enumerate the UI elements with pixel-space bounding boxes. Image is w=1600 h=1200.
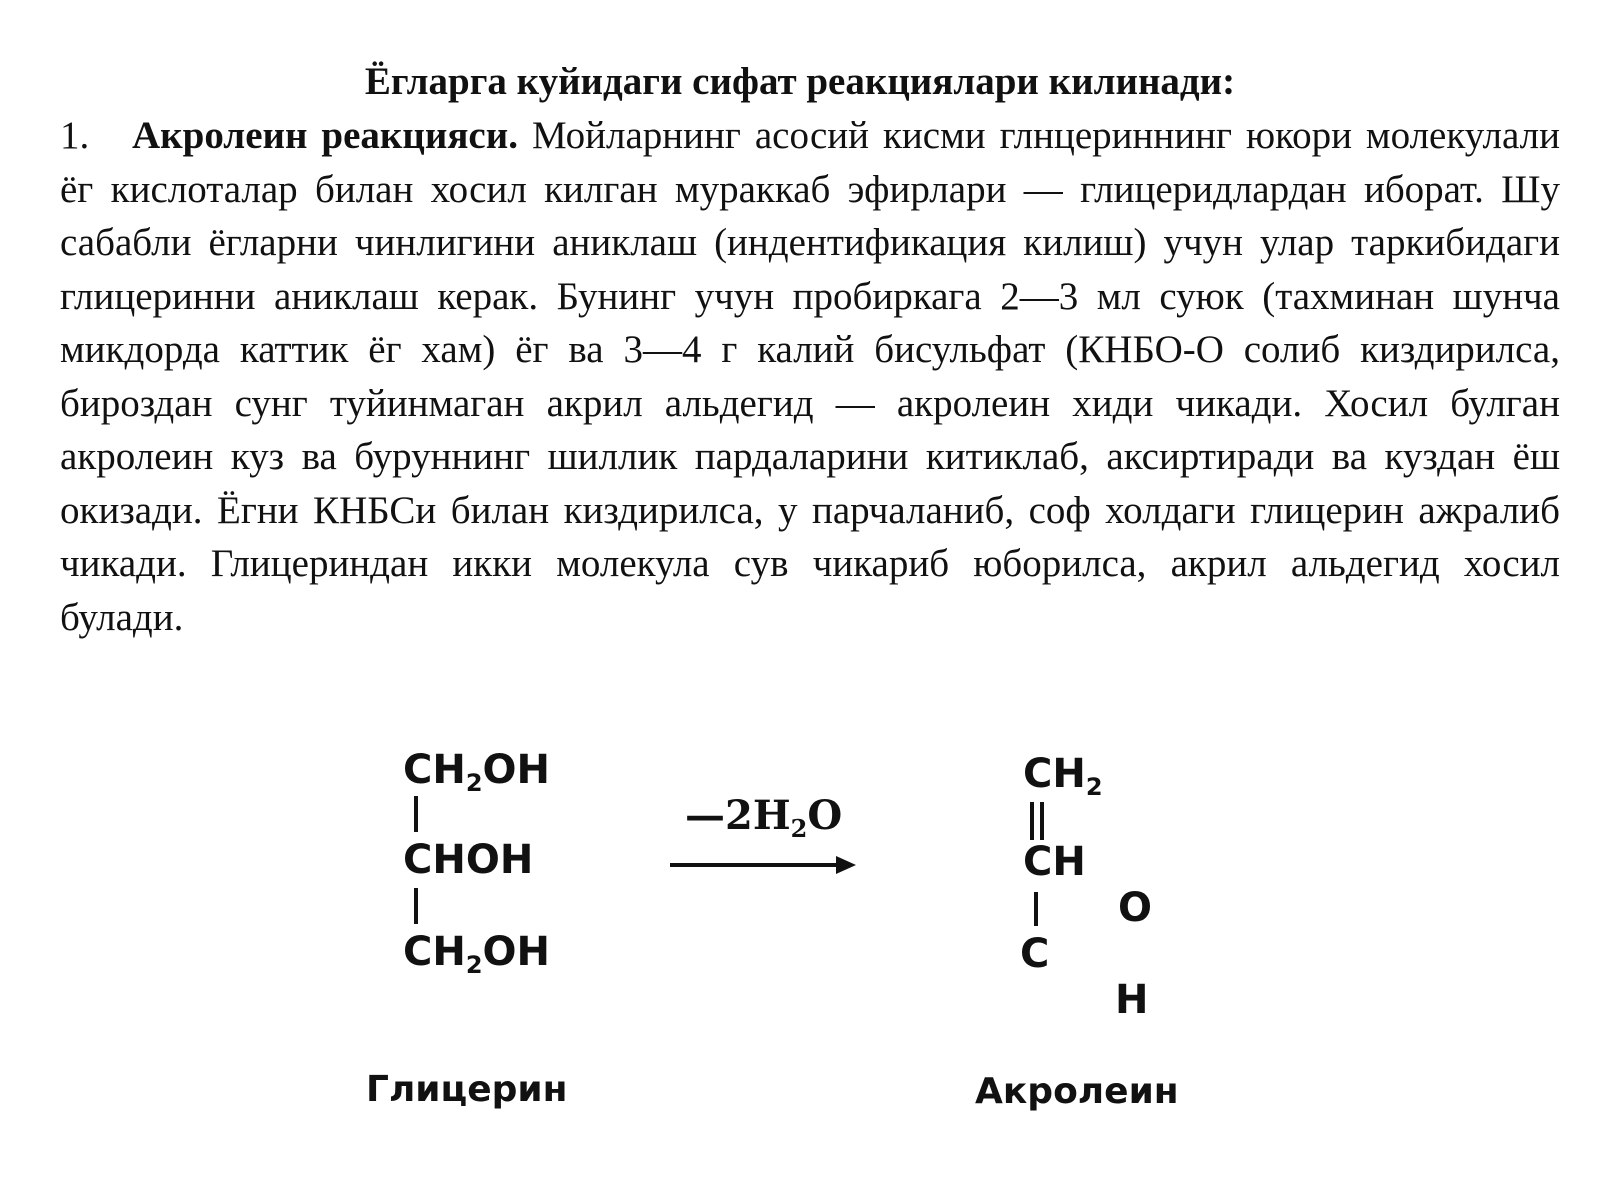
item-heading: Акролеин реакцияси. [132, 114, 518, 157]
item-number: 1. [60, 114, 90, 157]
acrolein-double-bond-left [1030, 802, 1034, 840]
paragraph-acrolein [60, 109, 1560, 644]
glycerol-row-2: CHOH [403, 837, 534, 883]
glycerol-bond-1 [414, 796, 418, 832]
reaction-arrow-head [836, 856, 856, 874]
reaction-condition: $—2H_2O$ [685, 792, 843, 843]
acrolein-ch2: $CH_2$ [1023, 751, 1103, 801]
acrolein-carbon: C [1020, 931, 1050, 977]
glycerol-label: Глицерин [366, 1069, 568, 1110]
acrolein-ch: CH [1023, 839, 1086, 885]
reaction-scheme [0, 720, 1600, 1160]
glycerol-bond-2 [414, 888, 418, 924]
acrolein-double-bond-right [1040, 802, 1044, 840]
acrolein-hydrogen: H [1115, 977, 1149, 1023]
acrolein-oxygen: O [1118, 885, 1153, 931]
glycerol-row-3: $CH_2OH$ [403, 929, 551, 979]
acrolein-label: Акролеин [975, 1071, 1179, 1112]
reaction-arrow-shaft [670, 863, 838, 867]
item-text: Мойларнинг асосий кисми глнцериннинг юкори молекулали ёг кислоталар билан хосил килган мураккаб эфирлари — глицеридлардан иборат. Шу сабабли ёгларни чинлигини аниклаш (индентификация килиш) учун улар таркибидаги глицеринни аниклаш керак. Бунинг учун пробиркага 2—3 мл суюк (тахминан шунча микдорда каттик ёг хам) ёг ва 3—4 г калий бисульфат (КНБО-О солиб киздирилса, бироздан сунг туйинмаган акрил альдегид — акролеин хиди чикади. Хосил булган акролеин куз ва буруннинг шиллик пардаларини китиклаб, аксиртиради ва куздан ёш окизади. Ёгни КНБСи билан киздирилса, у парчаланиб, соф холдаги глицерин ажралиб чикади. Глицериндан икки молекула сув чикариб юборилса, акрил альдегид хосил булади. [60, 114, 1560, 639]
acrolein-single-bond [1034, 892, 1038, 926]
glycerol-row-1: $CH_2OH$ [403, 747, 551, 797]
page-title: Ёгларга куйидаги сифат реакциялари килинади: [364, 60, 1236, 103]
